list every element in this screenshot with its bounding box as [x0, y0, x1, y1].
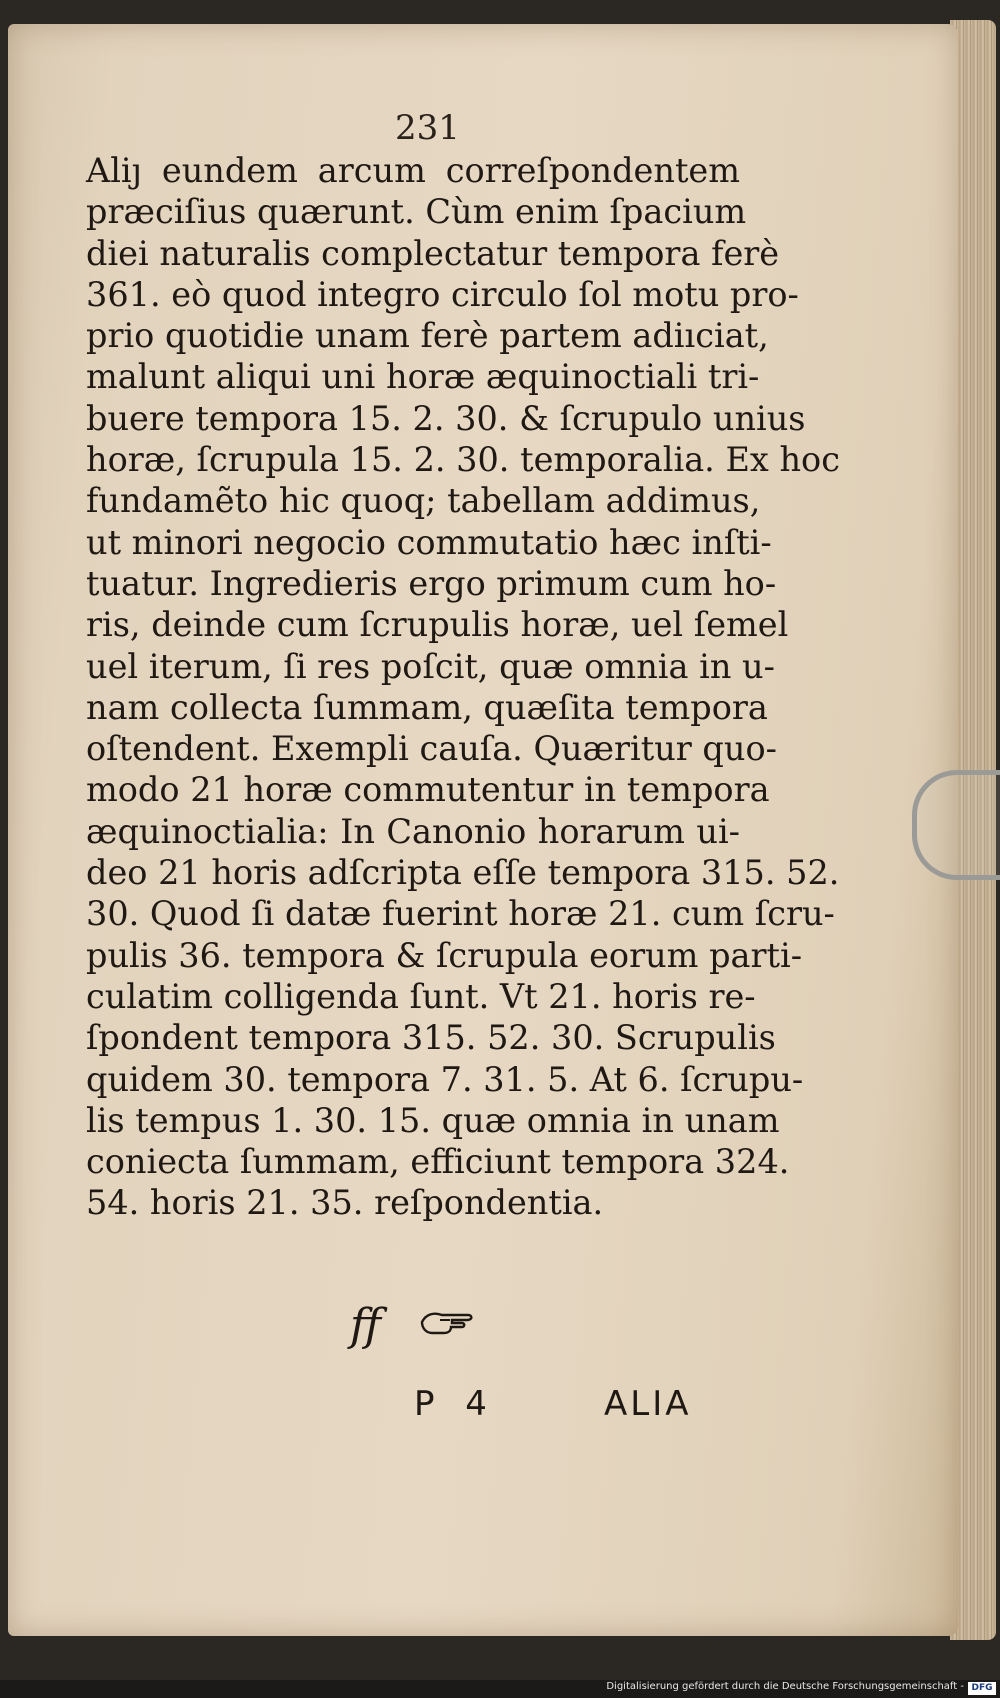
- text-line: tuatur. Ingredieris ergo primum cum ho-: [86, 563, 777, 603]
- text-line: uel iterum, ſi res poſcit, quæ omnia in u-: [86, 646, 775, 686]
- text-line: quidem 30. tempora 7. 31. 5. At 6. ſcrupu-: [86, 1059, 804, 1099]
- text-line: horæ, ſcrupula 15. 2. 30. temporalia. Ex hoc: [86, 440, 840, 480]
- text-line: diei naturalis complectatur tempora ferè: [86, 233, 780, 273]
- text-line: pulis 36. tempora & ſcrupula eorum parti-: [86, 935, 803, 975]
- text-line: deo 21 horis adſcripta eſſe tempora 315. 52.: [86, 853, 840, 893]
- text-line: buere tempora 15. 2. 30. & ſcrupulo unius: [86, 398, 806, 438]
- text-line: 361. eò quod integro circulo ſol motu pro-: [86, 274, 799, 314]
- text-line: ris, deinde cum ſcrupulis horæ, uel ſemel: [86, 605, 789, 645]
- text-body: [86, 150, 840, 1224]
- text-line: prio quotidie unam ferè partem adiıciat,: [86, 316, 769, 356]
- text-line: oſtendent. Exempli cauſa. Quæritur quo-: [86, 729, 777, 769]
- page-number: 231: [395, 108, 460, 148]
- ornament-mark: ff: [350, 1300, 382, 1351]
- text-line: æquinoctialia: In Canonio horarum ui-: [86, 811, 740, 851]
- text-line: ſpondent tempora 315. 52. 30. Scrupulis: [86, 1018, 776, 1058]
- text-line: ut minori negocio commutatio hæc inſti-: [86, 522, 772, 562]
- paper-clip: [912, 770, 1000, 880]
- text-line: nam collecta ſummam, quæſita tempora: [86, 687, 768, 727]
- text-line: modo 21 horæ commutentur in tempora: [86, 770, 770, 810]
- text-line: culatim colligenda ſunt. Vt 21. horis re-: [86, 976, 756, 1016]
- text-line: præciſius quærunt. Cùm enim ſpacium: [86, 192, 747, 232]
- signature-mark: P 4: [414, 1384, 497, 1424]
- text-line: 54. horis 21. 35. reſpondentia.: [86, 1183, 604, 1223]
- text-line: fundamẽto hic quoq; tabellam addimus,: [86, 481, 761, 521]
- footer-credit: Digitalisierung gefördert durch die Deutsche Forschungsgemeinschaft -: [606, 1681, 964, 1692]
- text-line: malunt aliqui uni horæ æquinoctiali tri-: [86, 357, 760, 397]
- text-line: coniecta ſummam, efficiunt tempora 324.: [86, 1142, 790, 1182]
- text-line: 30. Quod ſi datæ fuerint horæ 21. cum ſcru-: [86, 894, 835, 934]
- text-line: lis tempus 1. 30. 15. quæ omnia in unam: [86, 1100, 780, 1140]
- dfg-logo: DFG: [968, 1682, 996, 1695]
- pointing-hand-icon: [418, 1306, 476, 1336]
- catchword: ALIA: [604, 1384, 692, 1424]
- text-line: Aliȷ eundem arcum correſpondentem: [86, 151, 740, 190]
